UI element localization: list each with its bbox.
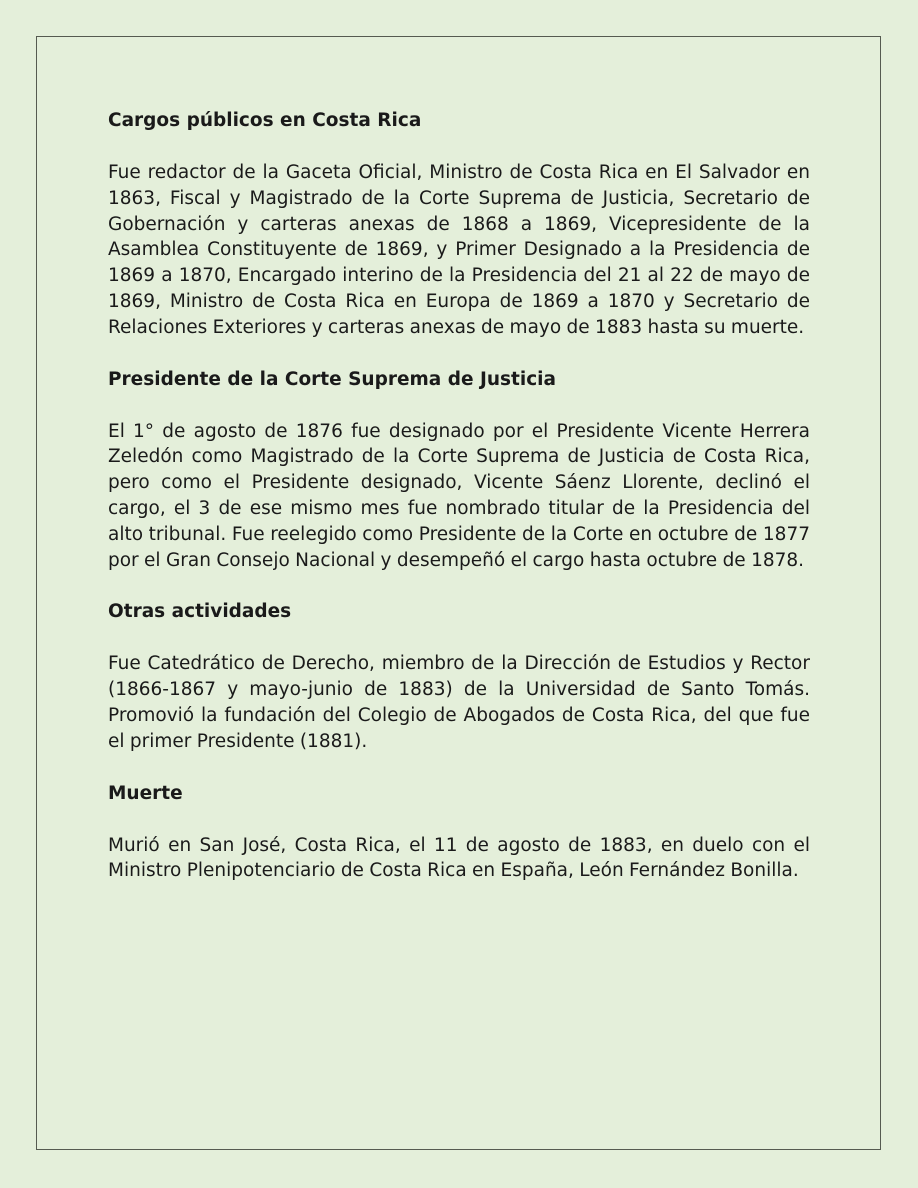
section-paragraph: El 1° de agosto de 1876 fue designado por el Presidente Vicente Herrera Zeledón como Magistrado de la Corte Suprema de Justicia de Costa Rica, pero como el Presidente designado, Vicente Sáenz Llorente, declinó el cargo, el 3 de ese mismo mes fue nombrado titular de la Presidencia del alto tribunal. Fue reelegido como Presidente de la Corte en octubre de 1877 por el Gran Consejo Nacional y desempeñó el cargo hasta octubre de 1878. (108, 420, 810, 571)
section-muerte (108, 781, 810, 885)
section-heading: Presidente de la Corte Suprema de Justicia (108, 368, 556, 390)
section-paragraph: Fue redactor de la Gaceta Oficial, Ministro de Costa Rica en El Salvador en 1863, Fiscal y Magistrado de la Corte Suprema de Justicia, Secretario de Gobernación y carteras anexas de 1868 a 1869, Vicepresidente de la Asamblea Constituyente de 1869, y Primer Designado a la Presidencia de 1869 a 1870, Encargado interino de la Presidencia del 21 al 22 de mayo de 1869, Ministro de Costa Rica en Europa de 1869 a 1870 y Secretario de Relaciones Exteriores y carteras anexas de mayo de 1883 hasta su muerte. (108, 162, 810, 338)
section-cargos-publicos (108, 108, 810, 341)
section-paragraph: Fue Catedrático de Derecho, miembro de la Dirección de Estudios y Rector (1866-1867 y mayo-junio de 1883) de la Universidad de Santo Tomás. Promovió la fundación del Colegio de Abogados de Costa Rica, del que fue el primer Presidente (1881). (108, 653, 810, 752)
section-heading: Muerte (108, 782, 183, 804)
document-content (108, 108, 810, 910)
section-presidente-corte (108, 367, 810, 574)
section-otras-actividades (108, 599, 810, 754)
section-heading: Otras actividades (108, 601, 292, 623)
section-heading: Cargos públicos en Costa Rica (108, 110, 422, 131)
section-paragraph: Murió en San José, Costa Rica, el 11 de agosto de 1883, en duelo con el Ministro Plenipotenciario de Costa Rica en España, León Fernández Bonilla. (108, 834, 810, 882)
